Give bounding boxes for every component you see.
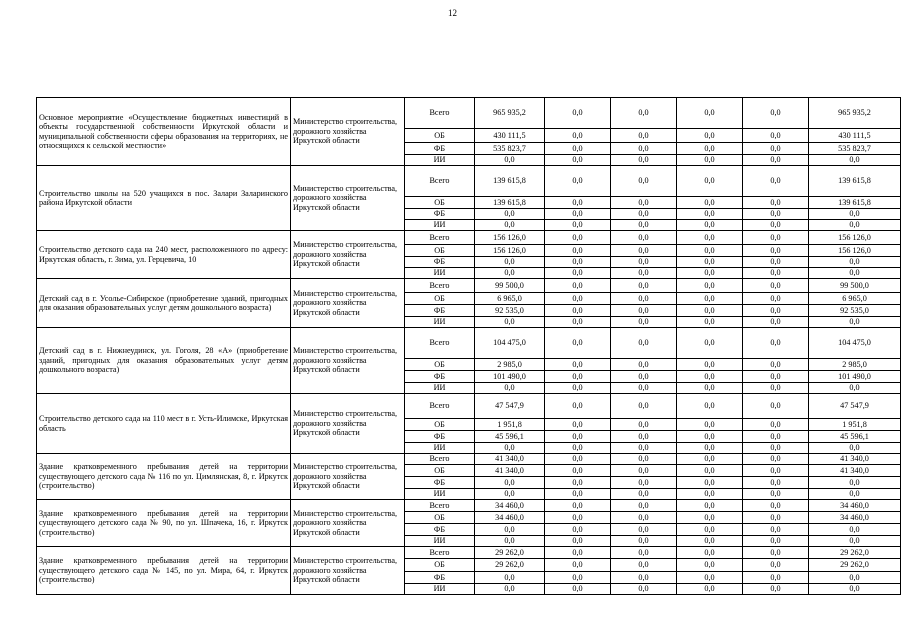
value-cell: 0,0	[545, 489, 611, 500]
value-cell: 0,0	[611, 231, 677, 245]
value-cell: 0,0	[611, 547, 677, 559]
value-cell: 0,0	[677, 443, 743, 454]
value-cell: 0,0	[475, 383, 545, 394]
value-cell: 0,0	[743, 155, 809, 166]
value-cell: 34 460,0	[475, 500, 545, 512]
value-cell: 0,0	[545, 536, 611, 547]
value-cell: 0,0	[677, 328, 743, 359]
funding-source-cell: ОБ	[405, 559, 475, 572]
value-cell: 0,0	[743, 584, 809, 595]
total-value-cell: 0,0	[809, 155, 901, 166]
value-cell: 0,0	[677, 465, 743, 477]
value-cell: 0,0	[545, 559, 611, 572]
value-cell: 0,0	[545, 584, 611, 595]
total-value-cell: 34 460,0	[809, 512, 901, 524]
value-cell: 0,0	[475, 268, 545, 279]
value-cell: 29 262,0	[475, 559, 545, 572]
executor-cell: Министерство строительства, дорожного хозяйства Иркутской области	[291, 98, 405, 166]
value-cell: 0,0	[475, 317, 545, 328]
value-cell: 0,0	[611, 155, 677, 166]
value-cell: 0,0	[475, 572, 545, 584]
total-value-cell: 104 475,0	[809, 328, 901, 359]
value-cell: 0,0	[611, 293, 677, 305]
value-cell: 0,0	[677, 547, 743, 559]
total-value-cell: 535 823,7	[809, 143, 901, 155]
value-cell: 0,0	[611, 394, 677, 419]
value-cell: 0,0	[743, 305, 809, 317]
value-cell: 0,0	[545, 166, 611, 197]
funding-source-cell: Всего	[405, 454, 475, 465]
value-cell: 535 823,7	[475, 143, 545, 155]
value-cell: 0,0	[743, 209, 809, 220]
value-cell: 0,0	[677, 220, 743, 231]
value-cell: 0,0	[611, 559, 677, 572]
total-value-cell: 29 262,0	[809, 559, 901, 572]
table-row	[37, 394, 901, 419]
value-cell: 0,0	[545, 547, 611, 559]
funding-source-cell: Всего	[405, 328, 475, 359]
executor-cell: Министерство строительства, дорожного хозяйства Иркутской области	[291, 166, 405, 231]
value-cell: 104 475,0	[475, 328, 545, 359]
value-cell: 0,0	[611, 328, 677, 359]
value-cell: 0,0	[677, 245, 743, 257]
value-cell: 139 615,8	[475, 166, 545, 197]
executor-cell: Министерство строительства, дорожного хозяйства Иркутской области	[291, 547, 405, 595]
value-cell: 0,0	[677, 500, 743, 512]
value-cell: 0,0	[743, 98, 809, 129]
value-cell: 92 535,0	[475, 305, 545, 317]
value-cell: 0,0	[677, 293, 743, 305]
value-cell: 0,0	[743, 257, 809, 268]
value-cell: 0,0	[545, 371, 611, 383]
value-cell: 0,0	[677, 559, 743, 572]
value-cell: 0,0	[611, 383, 677, 394]
value-cell: 0,0	[677, 197, 743, 209]
funding-source-cell: Всего	[405, 166, 475, 197]
value-cell: 0,0	[611, 419, 677, 431]
total-value-cell: 0,0	[809, 584, 901, 595]
value-cell: 0,0	[545, 257, 611, 268]
total-value-cell: 0,0	[809, 572, 901, 584]
table-row	[37, 500, 901, 512]
value-cell: 0,0	[611, 305, 677, 317]
total-value-cell: 0,0	[809, 268, 901, 279]
project-name-cell: Здание кратковременного пребывания детей на территории существующего детского сада № 90, по ул. Шпачека, 16, г. Иркутск (строительство)	[37, 500, 291, 547]
funding-source-cell: ОБ	[405, 512, 475, 524]
funding-source-cell: ОБ	[405, 129, 475, 143]
value-cell: 34 460,0	[475, 512, 545, 524]
project-name-cell: Строительство детского сада на 110 мест в г. Усть-Илимске, Иркутская область	[37, 394, 291, 454]
value-cell: 0,0	[743, 197, 809, 209]
total-value-cell: 430 111,5	[809, 129, 901, 143]
value-cell: 0,0	[677, 419, 743, 431]
value-cell: 0,0	[677, 98, 743, 129]
value-cell: 0,0	[677, 209, 743, 220]
value-cell: 2 985,0	[475, 359, 545, 371]
value-cell: 0,0	[677, 394, 743, 419]
value-cell: 0,0	[677, 536, 743, 547]
value-cell: 0,0	[611, 197, 677, 209]
value-cell: 0,0	[545, 220, 611, 231]
value-cell: 0,0	[743, 268, 809, 279]
project-name-cell: Здание кратковременного пребывания детей на территории существующего детского сада № 116 по ул. Цимлянская, 8, г. Иркутск (строительство)	[37, 454, 291, 500]
value-cell: 0,0	[545, 305, 611, 317]
value-cell: 0,0	[611, 257, 677, 268]
value-cell: 0,0	[677, 129, 743, 143]
value-cell: 0,0	[611, 220, 677, 231]
value-cell: 0,0	[475, 584, 545, 595]
value-cell: 0,0	[545, 443, 611, 454]
value-cell: 0,0	[743, 572, 809, 584]
value-cell: 0,0	[743, 500, 809, 512]
value-cell: 0,0	[545, 394, 611, 419]
value-cell: 0,0	[677, 454, 743, 465]
funding-source-cell: ИИ	[405, 220, 475, 231]
executor-cell: Министерство строительства, дорожного хозяйства Иркутской области	[291, 328, 405, 394]
table-row	[37, 98, 901, 129]
value-cell: 0,0	[611, 268, 677, 279]
value-cell: 0,0	[743, 371, 809, 383]
value-cell: 156 126,0	[475, 245, 545, 257]
funding-source-cell: ОБ	[405, 359, 475, 371]
funding-source-cell: ОБ	[405, 197, 475, 209]
value-cell: 41 340,0	[475, 454, 545, 465]
funding-source-cell: ИИ	[405, 268, 475, 279]
value-cell: 0,0	[677, 359, 743, 371]
total-value-cell: 0,0	[809, 443, 901, 454]
table-row	[37, 279, 901, 293]
value-cell: 430 111,5	[475, 129, 545, 143]
funding-source-cell: ФБ	[405, 371, 475, 383]
value-cell: 0,0	[743, 166, 809, 197]
value-cell: 41 340,0	[475, 465, 545, 477]
funding-source-cell: Всего	[405, 98, 475, 129]
value-cell: 0,0	[475, 536, 545, 547]
total-value-cell: 0,0	[809, 524, 901, 536]
value-cell: 0,0	[611, 489, 677, 500]
project-name-cell: Здание кратковременного пребывания детей на территории существующего детского сада № 145, по ул. Мира, 64, г. Иркутск (строительство)	[37, 547, 291, 595]
funding-source-cell: ИИ	[405, 443, 475, 454]
value-cell: 0,0	[545, 477, 611, 489]
total-value-cell: 1 951,8	[809, 419, 901, 431]
value-cell: 0,0	[545, 129, 611, 143]
value-cell: 0,0	[743, 431, 809, 443]
value-cell: 0,0	[545, 500, 611, 512]
value-cell: 0,0	[545, 268, 611, 279]
total-value-cell: 92 535,0	[809, 305, 901, 317]
value-cell: 0,0	[545, 454, 611, 465]
table-row	[37, 328, 901, 359]
value-cell: 0,0	[545, 293, 611, 305]
budget-table	[36, 97, 901, 595]
project-name-cell: Основное мероприятие «Осуществление бюджетных инвестиций в объекты государственной собственности Иркутской области и муниципальной собственности сферы образования на территориях, не относящихся к сельской местности»	[37, 98, 291, 166]
value-cell: 6 965,0	[475, 293, 545, 305]
total-value-cell: 0,0	[809, 477, 901, 489]
project-name-cell: Строительство детского сада на 240 мест, расположенного по адресу: Иркутская область, г. Зима, ул. Герцевича, 10	[37, 231, 291, 279]
value-cell: 0,0	[743, 245, 809, 257]
value-cell: 0,0	[475, 220, 545, 231]
value-cell: 45 596,1	[475, 431, 545, 443]
funding-source-cell: ОБ	[405, 245, 475, 257]
funding-source-cell: ИИ	[405, 317, 475, 328]
funding-source-cell: ОБ	[405, 465, 475, 477]
value-cell: 156 126,0	[475, 231, 545, 245]
value-cell: 139 615,8	[475, 197, 545, 209]
total-value-cell: 2 985,0	[809, 359, 901, 371]
value-cell: 47 547,9	[475, 394, 545, 419]
value-cell: 0,0	[743, 547, 809, 559]
value-cell: 0,0	[611, 584, 677, 595]
value-cell: 0,0	[677, 231, 743, 245]
value-cell: 0,0	[743, 143, 809, 155]
project-name-cell: Детский сад в г. Усолье-Сибирское (приобретение зданий, пригодных для оказания образовательных услуг детям дошкольного возраста)	[37, 279, 291, 328]
funding-source-cell: ФБ	[405, 305, 475, 317]
value-cell: 0,0	[545, 431, 611, 443]
funding-source-cell: ИИ	[405, 536, 475, 547]
total-value-cell: 139 615,8	[809, 197, 901, 209]
value-cell: 0,0	[545, 143, 611, 155]
value-cell: 0,0	[545, 197, 611, 209]
value-cell: 0,0	[611, 500, 677, 512]
value-cell: 0,0	[611, 536, 677, 547]
value-cell: 0,0	[677, 383, 743, 394]
value-cell: 0,0	[611, 359, 677, 371]
value-cell: 0,0	[611, 166, 677, 197]
value-cell: 0,0	[545, 231, 611, 245]
funding-source-cell: ФБ	[405, 257, 475, 268]
value-cell: 0,0	[677, 524, 743, 536]
funding-source-cell: ФБ	[405, 143, 475, 155]
value-cell: 0,0	[611, 143, 677, 155]
value-cell: 0,0	[475, 489, 545, 500]
value-cell: 0,0	[475, 524, 545, 536]
value-cell: 0,0	[611, 477, 677, 489]
value-cell: 0,0	[545, 419, 611, 431]
total-value-cell: 41 340,0	[809, 465, 901, 477]
funding-source-cell: ИИ	[405, 383, 475, 394]
value-cell: 0,0	[611, 245, 677, 257]
value-cell: 0,0	[743, 465, 809, 477]
value-cell: 0,0	[743, 489, 809, 500]
value-cell: 0,0	[743, 536, 809, 547]
value-cell: 0,0	[743, 220, 809, 231]
value-cell: 0,0	[611, 279, 677, 293]
value-cell: 99 500,0	[475, 279, 545, 293]
value-cell: 0,0	[743, 279, 809, 293]
table-row	[37, 231, 901, 245]
table-row	[37, 454, 901, 465]
project-name-cell: Строительство школы на 520 учащихся в пос. Залари Заларинского района Иркутской области	[37, 166, 291, 231]
funding-source-cell: ФБ	[405, 524, 475, 536]
funding-source-cell: Всего	[405, 231, 475, 245]
funding-source-cell: Всего	[405, 279, 475, 293]
total-value-cell: 0,0	[809, 209, 901, 220]
value-cell: 0,0	[611, 98, 677, 129]
total-value-cell: 99 500,0	[809, 279, 901, 293]
value-cell: 0,0	[545, 572, 611, 584]
executor-cell: Министерство строительства, дорожного хозяйства Иркутской области	[291, 231, 405, 279]
funding-source-cell: ФБ	[405, 431, 475, 443]
value-cell: 0,0	[677, 155, 743, 166]
value-cell: 0,0	[545, 512, 611, 524]
value-cell: 0,0	[677, 317, 743, 328]
value-cell: 0,0	[611, 572, 677, 584]
funding-source-cell: ИИ	[405, 489, 475, 500]
total-value-cell: 6 965,0	[809, 293, 901, 305]
total-value-cell: 101 490,0	[809, 371, 901, 383]
total-value-cell: 34 460,0	[809, 500, 901, 512]
value-cell: 0,0	[677, 305, 743, 317]
value-cell: 0,0	[677, 143, 743, 155]
value-cell: 0,0	[743, 524, 809, 536]
funding-source-cell: ФБ	[405, 572, 475, 584]
value-cell: 0,0	[677, 257, 743, 268]
total-value-cell: 45 596,1	[809, 431, 901, 443]
funding-source-cell: ОБ	[405, 293, 475, 305]
value-cell: 0,0	[545, 98, 611, 129]
value-cell: 0,0	[545, 524, 611, 536]
total-value-cell: 41 340,0	[809, 454, 901, 465]
project-name-cell: Детский сад в г. Нижнеудинск, ул. Гоголя, 28 «А» (приобретение зданий, пригодных для оказания образовательных услуг детям дошкольного возраста)	[37, 328, 291, 394]
executor-cell: Министерство строительства, дорожного хозяйства Иркутской области	[291, 500, 405, 547]
value-cell: 0,0	[545, 359, 611, 371]
value-cell: 0,0	[611, 209, 677, 220]
value-cell: 0,0	[677, 431, 743, 443]
value-cell: 0,0	[743, 559, 809, 572]
total-value-cell: 29 262,0	[809, 547, 901, 559]
value-cell: 0,0	[611, 431, 677, 443]
value-cell: 0,0	[475, 155, 545, 166]
value-cell: 0,0	[545, 209, 611, 220]
value-cell: 0,0	[677, 371, 743, 383]
value-cell: 0,0	[611, 371, 677, 383]
total-value-cell: 0,0	[809, 257, 901, 268]
value-cell: 0,0	[743, 512, 809, 524]
table-row	[37, 547, 901, 559]
value-cell: 0,0	[677, 268, 743, 279]
value-cell: 0,0	[677, 584, 743, 595]
funding-source-cell: Всего	[405, 500, 475, 512]
value-cell: 0,0	[611, 317, 677, 328]
value-cell: 0,0	[677, 477, 743, 489]
total-value-cell: 0,0	[809, 536, 901, 547]
value-cell: 0,0	[743, 129, 809, 143]
value-cell: 0,0	[475, 477, 545, 489]
value-cell: 0,0	[743, 443, 809, 454]
value-cell: 0,0	[677, 279, 743, 293]
value-cell: 29 262,0	[475, 547, 545, 559]
total-value-cell: 139 615,8	[809, 166, 901, 197]
value-cell: 0,0	[545, 245, 611, 257]
value-cell: 0,0	[743, 383, 809, 394]
value-cell: 0,0	[743, 477, 809, 489]
value-cell: 0,0	[545, 317, 611, 328]
total-value-cell: 0,0	[809, 383, 901, 394]
value-cell: 0,0	[475, 209, 545, 220]
value-cell: 0,0	[545, 383, 611, 394]
value-cell: 0,0	[475, 443, 545, 454]
executor-cell: Министерство строительства, дорожного хозяйства Иркутской области	[291, 279, 405, 328]
total-value-cell: 0,0	[809, 489, 901, 500]
total-value-cell: 0,0	[809, 317, 901, 328]
value-cell: 0,0	[677, 572, 743, 584]
value-cell: 0,0	[611, 524, 677, 536]
value-cell: 0,0	[743, 231, 809, 245]
value-cell: 0,0	[743, 328, 809, 359]
funding-source-cell: ОБ	[405, 419, 475, 431]
funding-source-cell: Всего	[405, 394, 475, 419]
value-cell: 0,0	[475, 257, 545, 268]
total-value-cell: 156 126,0	[809, 231, 901, 245]
table-row	[37, 166, 901, 197]
total-value-cell: 156 126,0	[809, 245, 901, 257]
value-cell: 0,0	[545, 279, 611, 293]
value-cell: 0,0	[545, 465, 611, 477]
value-cell: 0,0	[611, 454, 677, 465]
value-cell: 0,0	[611, 129, 677, 143]
funding-source-cell: ИИ	[405, 584, 475, 595]
funding-source-cell: ФБ	[405, 477, 475, 489]
executor-cell: Министерство строительства, дорожного хозяйства Иркутской области	[291, 454, 405, 500]
value-cell: 0,0	[611, 443, 677, 454]
value-cell: 0,0	[743, 317, 809, 328]
value-cell: 0,0	[743, 293, 809, 305]
total-value-cell: 965 935,2	[809, 98, 901, 129]
value-cell: 0,0	[743, 359, 809, 371]
total-value-cell: 0,0	[809, 220, 901, 231]
value-cell: 0,0	[743, 419, 809, 431]
value-cell: 0,0	[677, 489, 743, 500]
funding-source-cell: ФБ	[405, 209, 475, 220]
value-cell: 0,0	[743, 394, 809, 419]
value-cell: 0,0	[545, 155, 611, 166]
value-cell: 0,0	[677, 512, 743, 524]
funding-source-cell: ИИ	[405, 155, 475, 166]
executor-cell: Министерство строительства, дорожного хозяйства Иркутской области	[291, 394, 405, 454]
value-cell: 965 935,2	[475, 98, 545, 129]
page-number: 12	[448, 8, 457, 18]
value-cell: 0,0	[677, 166, 743, 197]
value-cell: 0,0	[545, 328, 611, 359]
value-cell: 0,0	[611, 512, 677, 524]
funding-source-cell: Всего	[405, 547, 475, 559]
value-cell: 0,0	[611, 465, 677, 477]
total-value-cell: 47 547,9	[809, 394, 901, 419]
value-cell: 1 951,8	[475, 419, 545, 431]
value-cell: 101 490,0	[475, 371, 545, 383]
value-cell: 0,0	[743, 454, 809, 465]
